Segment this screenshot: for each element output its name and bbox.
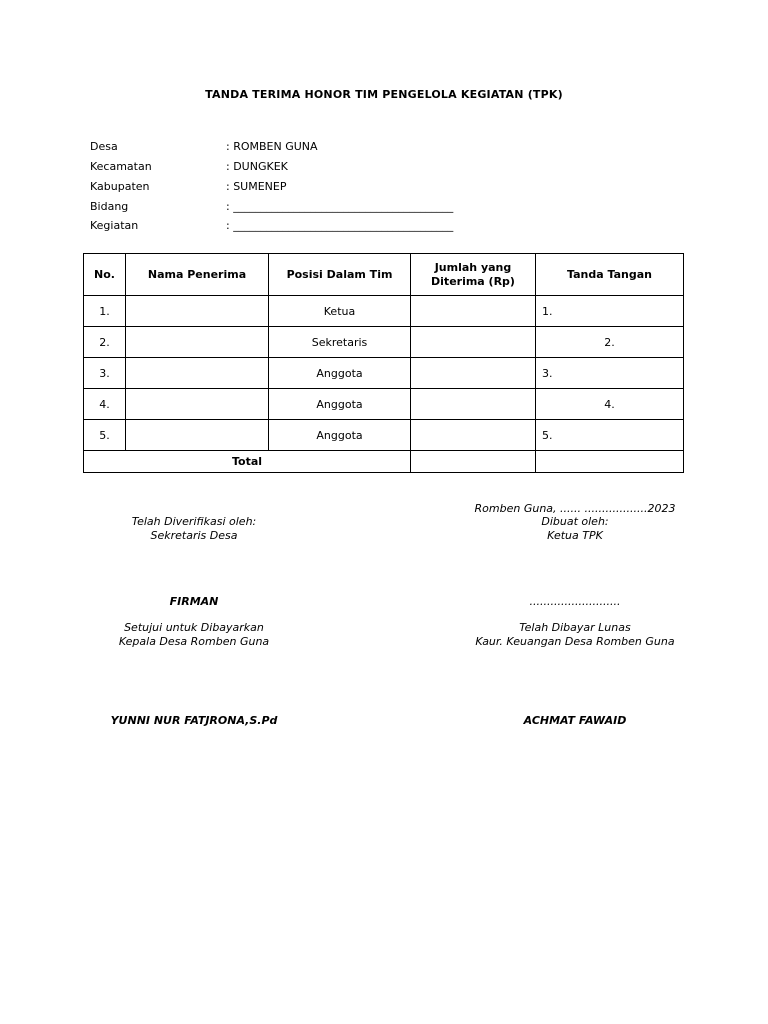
table-total-row (84, 451, 684, 473)
table-row (84, 389, 684, 420)
table-row (84, 358, 684, 389)
place-date: Romben Guna, ...... ..................2023 (474, 502, 676, 515)
paid-label: Telah Dibayar Lunas (519, 621, 631, 634)
info-value: : DUNGKEK (226, 160, 288, 173)
cell-no: 5. (84, 420, 126, 451)
cell-signature: 3. (536, 358, 684, 389)
cell-nama (126, 358, 269, 389)
table-header-row (84, 254, 684, 296)
cell-nama (126, 296, 269, 327)
cell-signature: 1. (536, 296, 684, 327)
info-value: : ________________________________________ (226, 219, 454, 232)
cell-posisi: Ketua (269, 296, 411, 327)
header-tanda-tangan: Tanda Tangan (536, 254, 684, 296)
header-posisi: Posisi Dalam Tim (269, 254, 411, 296)
cell-no: 4. (84, 389, 126, 420)
cell-nama (126, 327, 269, 358)
cell-signature: 2. (536, 327, 684, 358)
cell-nama (126, 389, 269, 420)
paid-role: Kaur. Keuangan Desa Romben Guna (475, 635, 675, 648)
cell-posisi: Anggota (269, 420, 411, 451)
made-by-role: Ketua TPK (547, 529, 603, 542)
cell-signature: 4. (536, 389, 684, 420)
info-value: : ROMBEN GUNA (226, 140, 318, 153)
header-nama: Nama Penerima (126, 254, 269, 296)
table-row (84, 296, 684, 327)
total-label: Total (84, 451, 411, 473)
cell-jumlah (411, 296, 536, 327)
cell-nama (126, 420, 269, 451)
verified-by-role: Sekretaris Desa (150, 529, 238, 542)
approve-label: Setujui untuk Dibayarkan (124, 621, 264, 634)
cell-jumlah (411, 358, 536, 389)
maker-name: .......................... (529, 595, 621, 608)
honor-table (83, 253, 684, 473)
verified-by-label: Telah Diverifikasi oleh: (131, 515, 257, 528)
info-value: : SUMENEP (226, 180, 287, 193)
treasurer-name: ACHMAT FAWAID (523, 714, 627, 727)
verifier-name: FIRMAN (169, 595, 219, 608)
cell-no: 1. (84, 296, 126, 327)
cell-posisi: Sekretaris (269, 327, 411, 358)
info-value: : ________________________________________ (226, 200, 454, 213)
table-row (84, 420, 684, 451)
table-row (84, 327, 684, 358)
cell-posisi: Anggota (269, 358, 411, 389)
approve-role: Kepala Desa Romben Guna (118, 635, 270, 648)
info-label: Kecamatan (90, 160, 152, 173)
document-title: TANDA TERIMA HONOR TIM PENGELOLA KEGIATAN (TPK) (205, 88, 563, 101)
cell-no: 3. (84, 358, 126, 389)
cell-jumlah (411, 389, 536, 420)
made-by-label: Dibuat oleh: (541, 515, 609, 528)
total-signature (536, 451, 684, 473)
info-label: Bidang (90, 200, 129, 213)
header-jumlah: Jumlah yang Diterima (Rp) (411, 254, 536, 296)
cell-jumlah (411, 420, 536, 451)
approver-name: YUNNI NUR FATJRONA,S.Pd (110, 714, 278, 727)
cell-posisi: Anggota (269, 389, 411, 420)
info-label: Desa (90, 140, 118, 153)
info-label: Kabupaten (90, 180, 150, 193)
total-amount (411, 451, 536, 473)
info-label: Kegiatan (90, 219, 139, 232)
header-no: No. (84, 254, 126, 296)
cell-jumlah (411, 327, 536, 358)
cell-signature: 5. (536, 420, 684, 451)
cell-no: 2. (84, 327, 126, 358)
